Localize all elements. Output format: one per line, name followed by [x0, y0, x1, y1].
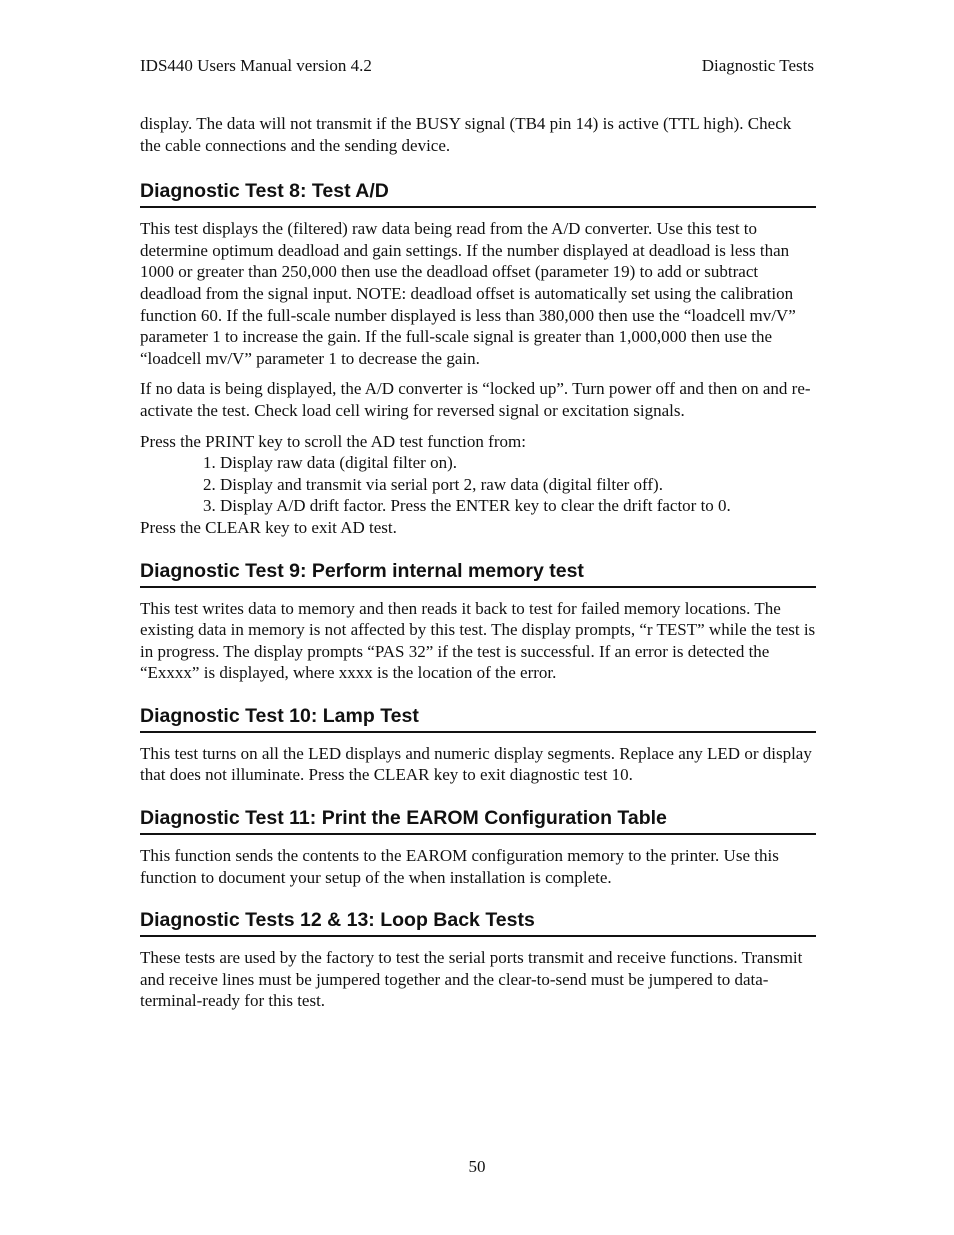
section-paragraph: If no data is being displayed, the A/D converter is “locked up”. Turn power off and then on and re-activate the test. Check load cell wiring for reversed signal or excitation signals. — [140, 379, 811, 420]
list-item: 2. Display and transmit via serial port 2, raw data (digital filter off). — [220, 474, 816, 496]
intro-paragraph: display. The data will not transmit if the BUSY signal (TB4 pin 14) is active (TTL high). Check the cable connections and the sending device. — [140, 114, 792, 155]
section-paragraph: This test writes data to memory and then reads it back to test for failed memory locations. The existing data in memory is not affected by this test. The display prompts, “r TEST” while the test is in progress. The display prompts “PAS 32” if the test is successful. If an error is detected the “Exxxx” is displayed, where xxxx is the location of the error. — [140, 598, 816, 683]
section-paragraph: Press the PRINT key to scroll the AD test function from: — [140, 431, 526, 451]
section-heading: Diagnostic Test 9: Perform internal memory test — [140, 559, 816, 588]
list-item: 3. Display A/D drift factor. Press the ENTER key to clear the drift factor to 0. — [220, 495, 816, 517]
section-paragraph: This test turns on all the LED displays and numeric display segments. Replace any LED or display that does not illuminate. Press the CLEAR key to exit diagnostic test 10. — [140, 743, 812, 785]
section-paragraph: This function sends the contents to the EAROM configuration memory to the printer. Use this function to document your setup of the when installation is complete. — [140, 846, 779, 887]
section-heading: Diagnostic Tests 12 & 13: Loop Back Tests — [140, 908, 816, 937]
section-tests-12-13 — [140, 908, 816, 1012]
section-test-11 — [140, 806, 816, 888]
section-paragraph: These tests are used by the factory to test the serial ports transmit and receive functions. Transmit and receive lines must be jumpered together and the clear-to-send must be jumpered to data-terminal-ready for this test. — [140, 948, 803, 1011]
section-heading: Diagnostic Test 11: Print the EAROM Configuration Table — [140, 806, 816, 835]
section-paragraph: Press the CLEAR key to exit AD test. — [140, 517, 397, 537]
section-test-9 — [140, 559, 816, 684]
ad-test-function-list — [140, 452, 816, 517]
header-manual-title: IDS440 Users Manual version 4.2 — [140, 56, 372, 75]
section-heading: Diagnostic Test 10: Lamp Test — [140, 704, 816, 733]
list-item: 1. Display raw data (digital filter on). — [220, 452, 816, 474]
section-paragraph: This test displays the (filtered) raw data being read from the A/D converter. Use this test to determine optimum deadload and gain settings. If the number displayed at deadload is less than 1000 or greater than 250,000 then use the deadload offset (parameter 19) to add or subtract deadload from the signal input. NOTE: deadload offset is automatically set using the calibration function 60. If the full-scale number displayed is less than 380,000 then use the “loadcell mv/V” parameter 1 to increase the gain. If the full-scale signal is greater than 1,000,000 then use the “loadcell mv/V” parameter 1 to decrease the gain. — [140, 219, 796, 368]
header-chapter-title: Diagnostic Tests — [701, 56, 814, 75]
section-heading: Diagnostic Test 8: Test A/D — [140, 179, 816, 208]
page-content — [140, 113, 816, 1032]
page-number: 50 — [468, 1157, 486, 1176]
section-test-10 — [140, 704, 816, 786]
section-test-8 — [140, 179, 816, 538]
running-header — [140, 56, 814, 78]
